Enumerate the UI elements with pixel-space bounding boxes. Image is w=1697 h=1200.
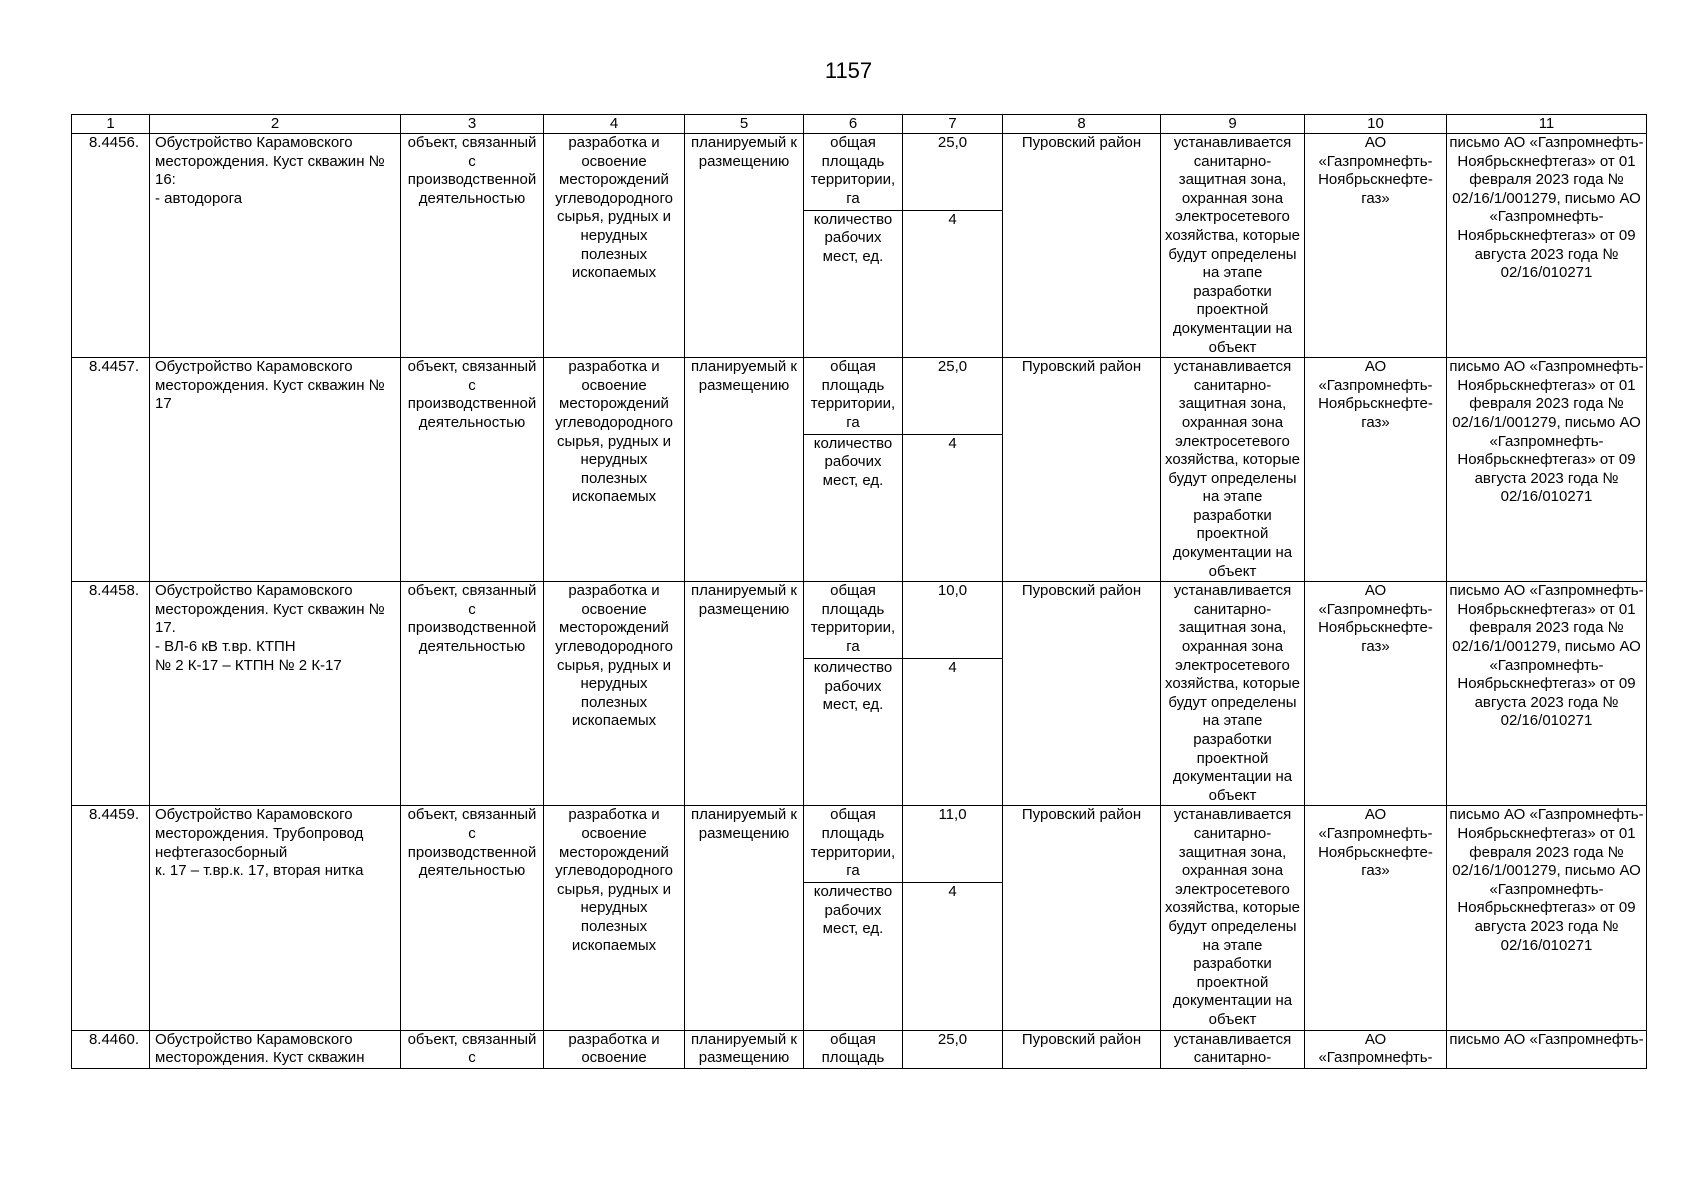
table-row: [72, 134, 1647, 211]
characteristic-jobs-label: количество рабочих мест, ед.: [804, 434, 903, 581]
object-status: планируемый к размещению: [685, 582, 804, 806]
characteristic-jobs-value: 4: [903, 210, 1003, 357]
object-name: Обустройство Карамовского месторождения. Куст скважин: [150, 1030, 401, 1068]
protection-zones: устанавливается санитарно-защитная зона, охранная зона электросетевого хозяйства, которые будут определены на этапе разработки проектной документации на объект: [1161, 582, 1305, 806]
column-number: 1: [72, 115, 150, 134]
characteristic-area-value: 25,0: [903, 358, 1003, 435]
object-status: планируемый к размещению: [685, 1030, 804, 1068]
characteristic-jobs-label: количество рабочих мест, ед.: [804, 883, 903, 1030]
item-number: 8.4458.: [72, 582, 150, 806]
characteristic-jobs-value: 4: [903, 883, 1003, 1030]
object-type: объект, связанный с производственной деятельностью: [401, 806, 544, 1030]
object-status: планируемый к размещению: [685, 806, 804, 1030]
characteristic-jobs-value: 4: [903, 434, 1003, 581]
table-row: [72, 582, 1647, 659]
basis-document: письмо АО «Газпромнефть-: [1447, 1030, 1647, 1068]
object-type: объект, связанный с производственной деятельностью: [401, 582, 544, 806]
characteristic-area-label: общая площадь территории, га: [804, 358, 903, 435]
object-purpose: разработка и освоение: [544, 1030, 685, 1068]
protection-zones: устанавливается санитарно-защитная зона, охранная зона электросетевого хозяйства, которые будут определены на этапе разработки проектной документации на объект: [1161, 358, 1305, 582]
basis-document: письмо АО «Газпромнефть-Ноябрьскнефтегаз» от 01 февраля 2023 года № 02/16/1/001279, письмо АО «Газпромнефть-Ноябрьскнефтегаз» от 09 августа 2023 года № 02/16/010271: [1447, 582, 1647, 806]
characteristic-area-value: 25,0: [903, 134, 1003, 211]
basis-document: письмо АО «Газпромнефть-Ноябрьскнефтегаз» от 01 февраля 2023 года № 02/16/1/001279, письмо АО «Газпромнефть-Ноябрьскнефтегаз» от 09 августа 2023 года № 02/16/010271: [1447, 358, 1647, 582]
column-number: 7: [903, 115, 1003, 134]
column-number: 8: [1003, 115, 1161, 134]
protection-zones: устанавливается санитарно-защитная зона, охранная зона электросетевого хозяйства, которые будут определены на этапе разработки проектной документации на объект: [1161, 806, 1305, 1030]
column-number: 10: [1305, 115, 1447, 134]
item-number: 8.4456.: [72, 134, 150, 358]
protection-zones: устанавливается санитарно-защитная зона, охранная зона электросетевого хозяйства, которые будут определены на этапе разработки проектной документации на объект: [1161, 134, 1305, 358]
responsible-organization: АО «Газпромнефть-Ноябрьскнефте-газ»: [1305, 582, 1447, 806]
object-status: планируемый к размещению: [685, 134, 804, 358]
object-location: Пуровский район: [1003, 134, 1161, 358]
item-number: 8.4457.: [72, 358, 150, 582]
column-number: 3: [401, 115, 544, 134]
column-number: 9: [1161, 115, 1305, 134]
object-type: объект, связанный с производственной деятельностью: [401, 358, 544, 582]
object-status: планируемый к размещению: [685, 358, 804, 582]
table-row: [72, 806, 1647, 883]
characteristic-area-value: 11,0: [903, 806, 1003, 883]
column-number: 6: [804, 115, 903, 134]
object-name: Обустройство Карамовского месторождения. Куст скважин № 16: - автодорога: [150, 134, 401, 358]
object-location: Пуровский район: [1003, 582, 1161, 806]
characteristic-area-label: общая площадь: [804, 1030, 903, 1068]
characteristic-jobs-label: количество рабочих мест, ед.: [804, 658, 903, 805]
column-numbers-row: [72, 115, 1647, 134]
registry-table: [71, 114, 1647, 1069]
responsible-organization: АО «Газпромнефть-: [1305, 1030, 1447, 1068]
object-name: Обустройство Карамовского месторождения. Куст скважин № 17. - ВЛ-6 кВ т.вр. КТПН № 2 К-17 – КТПН № 2 К-17: [150, 582, 401, 806]
object-location: Пуровский район: [1003, 1030, 1161, 1068]
object-name: Обустройство Карамовского месторождения. Куст скважин № 17: [150, 358, 401, 582]
characteristic-area-value: 25,0: [903, 1030, 1003, 1068]
characteristic-area-label: общая площадь территории, га: [804, 806, 903, 883]
characteristic-area-label: общая площадь территории, га: [804, 582, 903, 659]
characteristic-area-value: 10,0: [903, 582, 1003, 659]
item-number: 8.4459.: [72, 806, 150, 1030]
basis-document: письмо АО «Газпромнефть-Ноябрьскнефтегаз» от 01 февраля 2023 года № 02/16/1/001279, письмо АО «Газпромнефть-Ноябрьскнефтегаз» от 09 августа 2023 года № 02/16/010271: [1447, 134, 1647, 358]
responsible-organization: АО «Газпромнефть-Ноябрьскнефте-газ»: [1305, 134, 1447, 358]
characteristic-area-label: общая площадь территории, га: [804, 134, 903, 211]
page-number: 1157: [824, 58, 873, 83]
column-number: 11: [1447, 115, 1647, 134]
object-name: Обустройство Карамовского месторождения. Трубопровод нефтегазосборный к. 17 – т.вр.к. 17, вторая нитка: [150, 806, 401, 1030]
column-number: 5: [685, 115, 804, 134]
object-purpose: разработка и освоение месторождений углеводородного сырья, рудных и нерудных полезных ископаемых: [544, 358, 685, 582]
item-number: 8.4460.: [72, 1030, 150, 1068]
table-row: [72, 358, 1647, 435]
object-purpose: разработка и освоение месторождений углеводородного сырья, рудных и нерудных полезных ископаемых: [544, 806, 685, 1030]
basis-document: письмо АО «Газпромнефть-Ноябрьскнефтегаз» от 01 февраля 2023 года № 02/16/1/001279, письмо АО «Газпромнефть-Ноябрьскнефтегаз» от 09 августа 2023 года № 02/16/010271: [1447, 806, 1647, 1030]
characteristic-jobs-value: 4: [903, 658, 1003, 805]
object-location: Пуровский район: [1003, 358, 1161, 582]
protection-zones: устанавливается санитарно-: [1161, 1030, 1305, 1068]
object-type: объект, связанный с: [401, 1030, 544, 1068]
column-number: 4: [544, 115, 685, 134]
object-type: объект, связанный с производственной деятельностью: [401, 134, 544, 358]
object-location: Пуровский район: [1003, 806, 1161, 1030]
table-row: [72, 1030, 1647, 1068]
object-purpose: разработка и освоение месторождений углеводородного сырья, рудных и нерудных полезных ископаемых: [544, 134, 685, 358]
column-number: 2: [150, 115, 401, 134]
characteristic-jobs-label: количество рабочих мест, ед.: [804, 210, 903, 357]
object-purpose: разработка и освоение месторождений углеводородного сырья, рудных и нерудных полезных ископаемых: [544, 582, 685, 806]
responsible-organization: АО «Газпромнефть-Ноябрьскнефте-газ»: [1305, 358, 1447, 582]
responsible-organization: АО «Газпромнефть-Ноябрьскнефте-газ»: [1305, 806, 1447, 1030]
